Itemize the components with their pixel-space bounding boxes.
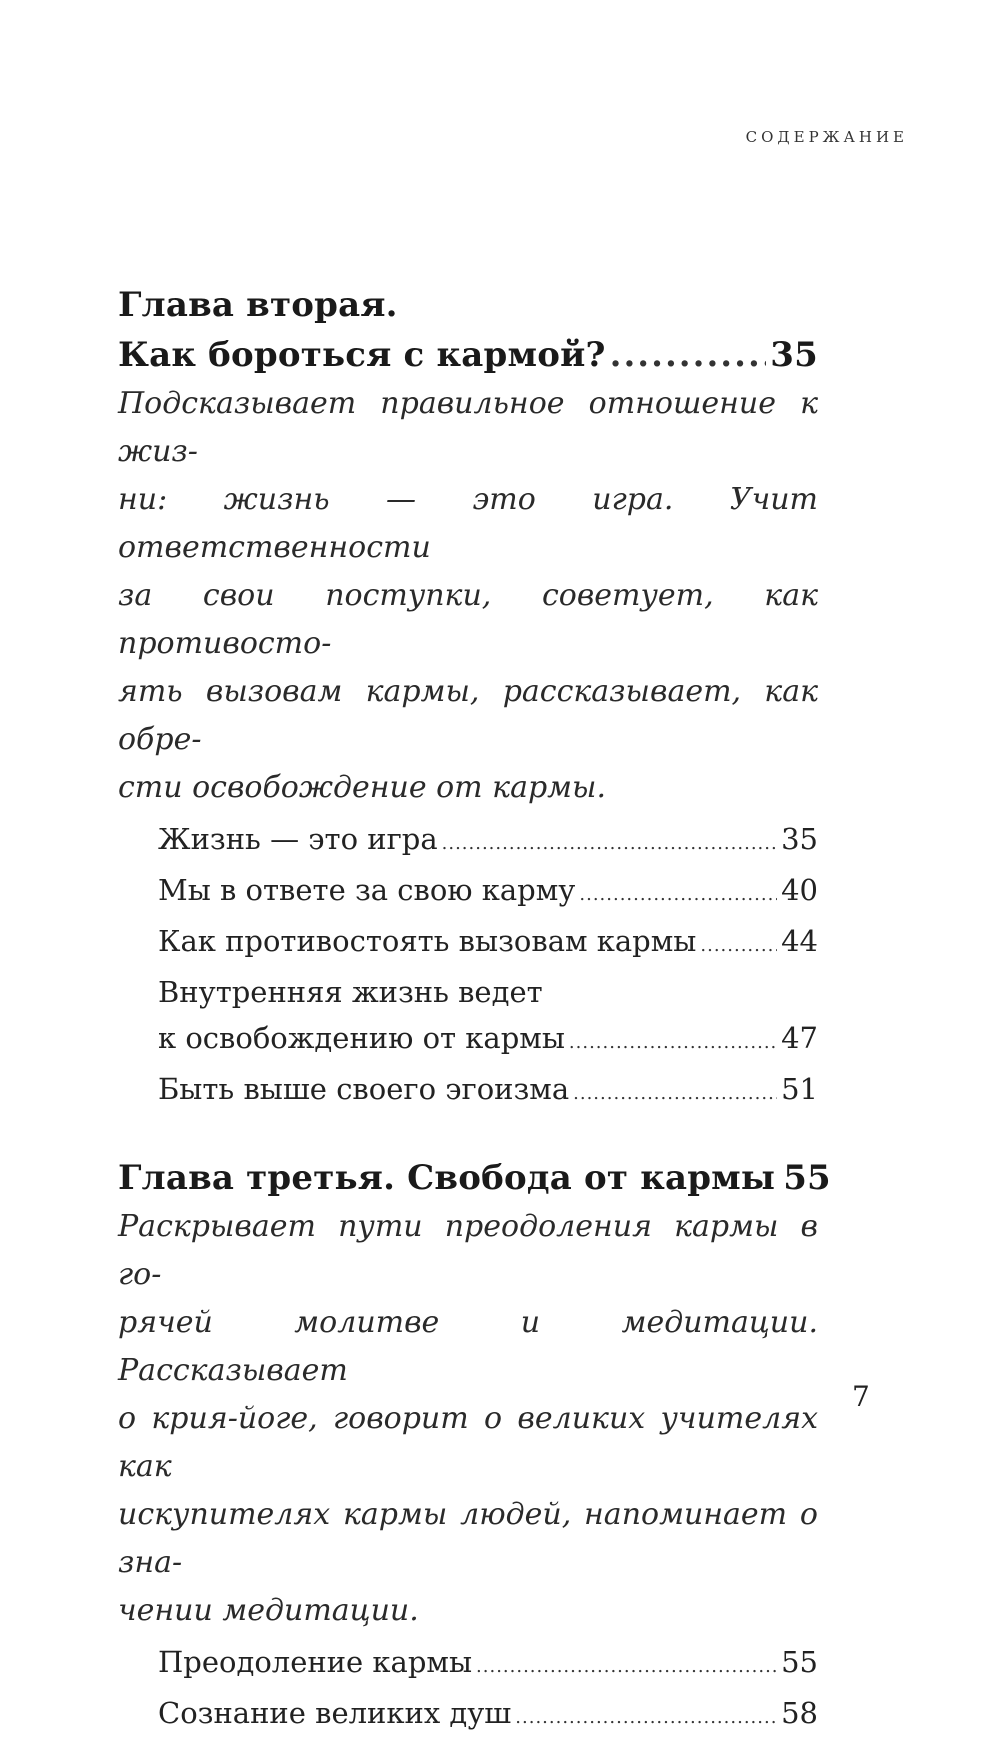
chapter-3-sections (158, 1639, 818, 1741)
entry-page: 55 (781, 1645, 818, 1679)
toc-entry[interactable] (158, 867, 818, 918)
page-number: 7 (852, 1380, 870, 1413)
entry-page: 47 (781, 1021, 818, 1055)
entry-page: 44 (781, 924, 818, 958)
leader-dots (610, 330, 767, 380)
chapter-3-title-line[interactable] (118, 1153, 831, 1203)
toc-entry[interactable] (158, 816, 818, 867)
entry-title: Преодоление кармы (158, 1645, 473, 1679)
leader-dots (515, 1695, 777, 1741)
toc-entry[interactable] (158, 918, 818, 969)
description-line: рячей молитве и медитации. Рассказывает (118, 1305, 818, 1388)
description-line: ять вызовам кармы, рассказывает, как обре- (118, 674, 818, 757)
description-line: за свои поступки, советует, как противосто- (118, 578, 818, 661)
entry-title: Мы в ответе за свою карму (158, 873, 576, 907)
description-line: чении медитации. (118, 1593, 419, 1628)
leader-dots (442, 821, 777, 867)
chapter-2-title: Как бороться с кармой? (118, 335, 606, 375)
leader-dots (476, 1644, 777, 1690)
toc-entry[interactable] (158, 1690, 818, 1741)
description-line: Подсказывает правильное отношение к жиз- (118, 386, 818, 469)
chapter-3-description (118, 1203, 818, 1635)
leader-dots (569, 1020, 777, 1066)
toc-entry[interactable] (158, 1639, 818, 1690)
running-head: СОДЕРЖАНИЕ (745, 128, 908, 146)
entry-title: Жизнь — это игра (158, 822, 438, 856)
entry-page: 51 (781, 1072, 818, 1106)
description-line: Раскрывает пути преодоления кармы в го- (118, 1209, 818, 1292)
entry-title: Быть выше своего эгоизма (158, 1072, 570, 1106)
leader-dots (573, 1071, 777, 1117)
table-of-contents (118, 280, 831, 1741)
chapter-3-page: 55 (783, 1158, 831, 1198)
description-line: ни: жизнь — это игра. Учит ответственности (118, 482, 818, 565)
chapter-2-title-line2[interactable] (118, 330, 818, 380)
chapter-3 (118, 1153, 831, 1741)
entry-title: Сознание великих душ (158, 1696, 512, 1730)
entry-page: 58 (781, 1696, 818, 1730)
entry-title: Как противостоять вызовам кармы (158, 924, 697, 958)
toc-entry-multiline[interactable] (158, 969, 818, 1066)
entry-line2 (158, 1015, 818, 1066)
chapter-2-sections (158, 816, 818, 1117)
chapter-2 (118, 280, 818, 1117)
leader-dots (579, 872, 777, 918)
toc-entry[interactable] (158, 1066, 818, 1117)
entry-title-line1: Внутренняя жизнь ведет (158, 975, 543, 1009)
chapter-3-title: Глава третья. Свобода от кармы (118, 1158, 776, 1198)
chapter-2-description (118, 380, 818, 812)
description-line: искупителях кармы людей, напоминает о зна- (118, 1497, 818, 1580)
leader-dots (700, 923, 777, 969)
entry-title-line2: к освобождению от кармы (158, 1021, 565, 1055)
entry-page: 40 (781, 873, 818, 907)
description-line: сти освобождение от кармы. (118, 770, 606, 805)
description-line: о крия-йоге, говорит о великих учителях как (118, 1401, 818, 1484)
entry-page: 35 (781, 822, 818, 856)
chapter-2-page: 35 (770, 335, 818, 375)
chapter-2-title-line1[interactable]: Глава вторая. (118, 285, 398, 325)
